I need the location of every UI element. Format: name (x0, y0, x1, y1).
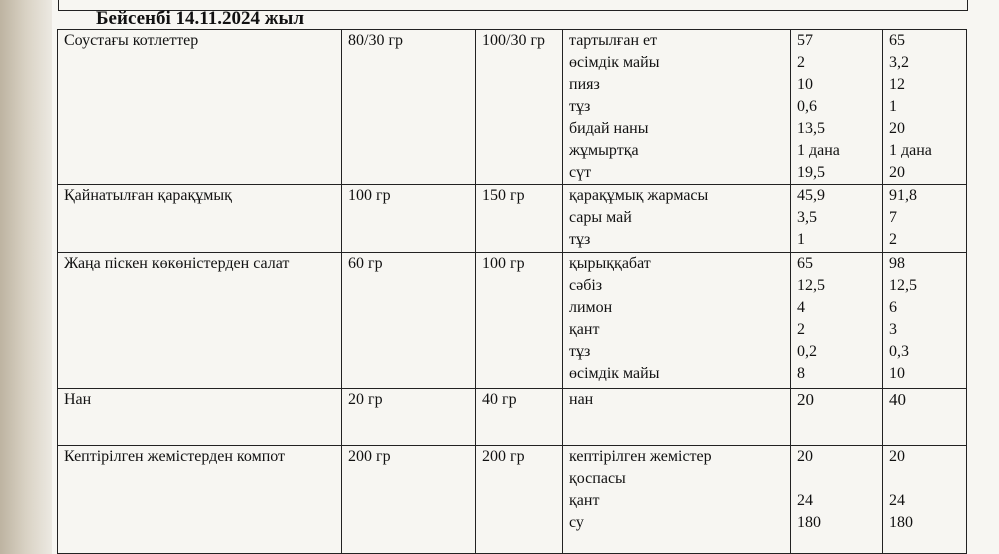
amount-a: 10 (797, 76, 813, 93)
ingredient: тұз (569, 98, 591, 115)
dish-name-cell: Кептірілген жемістерден компот (58, 446, 342, 554)
ingredients-cell (563, 30, 791, 185)
ingredient: лимон (569, 299, 613, 316)
portion-b-cell: 100 гр (476, 253, 563, 389)
amount-a: 1 дана (797, 142, 840, 159)
amount-b-cell (883, 446, 967, 554)
portion-b-cell: 40 гр (476, 389, 563, 446)
ingredient: қант (569, 492, 600, 509)
ingredients-cell (563, 253, 791, 389)
ingredients-cell (563, 446, 791, 554)
amount-b: 1 дана (889, 142, 932, 159)
photo-left-edge (0, 0, 52, 554)
amount-b: 3,2 (889, 54, 909, 71)
portion-a-cell: 200 гр (342, 446, 476, 554)
amount-a-cell (791, 30, 883, 185)
ingredient: кептірілген жемістер (569, 448, 712, 465)
amount-a: 13,5 (797, 120, 825, 137)
amount-b: 6 (889, 299, 897, 316)
amount-a: 20 (797, 448, 813, 465)
ingredient: су (569, 514, 584, 531)
amount-b: 7 (889, 209, 897, 226)
ingredient: қырыққабат (569, 255, 651, 272)
amount-a: 1 (797, 231, 805, 248)
amount-b: 98 (889, 255, 905, 272)
amount-a: 8 (797, 365, 805, 382)
dish-name-cell: Нан (58, 389, 342, 446)
ingredient: нан (569, 391, 594, 408)
amount-b: 1 (889, 98, 897, 115)
amount-b: 20 (889, 120, 905, 137)
amount-b: 20 (889, 448, 905, 465)
amount-a: 45,9 (797, 187, 825, 204)
ingredient: қоспасы (569, 470, 626, 487)
amount-b: 10 (889, 365, 905, 382)
amount-b: 3 (889, 321, 897, 338)
amount-b: 40 (889, 390, 906, 409)
amount-a: 180 (797, 514, 821, 531)
table-row (58, 185, 967, 253)
menu-table (57, 29, 967, 554)
amount-a-cell (791, 185, 883, 253)
amount-a: 2 (797, 54, 805, 71)
amount-b: 12,5 (889, 277, 917, 294)
amount-a: 3,5 (797, 209, 817, 226)
amount-a: 12,5 (797, 277, 825, 294)
portion-a-cell: 100 гр (342, 185, 476, 253)
amount-a: 65 (797, 255, 813, 272)
amount-a-cell (791, 253, 883, 389)
amount-a: 2 (797, 321, 805, 338)
portion-b-cell: 200 гр (476, 446, 563, 554)
ingredient: өсімдік майы (569, 54, 660, 71)
portion-a-cell: 20 гр (342, 389, 476, 446)
amount-a: 19,5 (797, 164, 825, 181)
amount-a: 0,2 (797, 343, 817, 360)
portion-b-cell: 100/30 гр (476, 30, 563, 185)
dish-name-cell: Қайнатылған қарақұмық (58, 185, 342, 253)
amount-a: 20 (797, 390, 814, 409)
ingredients-cell (563, 185, 791, 253)
ingredient: өсімдік майы (569, 365, 660, 382)
amount-b (889, 468, 966, 490)
amount-a-cell (791, 446, 883, 554)
ingredient: қарақұмық жармасы (569, 187, 709, 204)
ingredient: тұз (569, 231, 591, 248)
ingredient: жұмыртқа (569, 142, 639, 159)
ingredient: сүт (569, 164, 592, 181)
amount-b: 65 (889, 32, 905, 49)
amount-b: 91,8 (889, 187, 917, 204)
table-row (58, 253, 967, 389)
amount-b: 180 (889, 514, 913, 531)
amount-b: 2 (889, 231, 897, 248)
ingredient: тұз (569, 343, 591, 360)
amount-b-cell (883, 253, 967, 389)
table-row (58, 389, 967, 446)
ingredient: қант (569, 321, 600, 338)
amount-a (797, 468, 882, 490)
portion-b-cell: 150 гр (476, 185, 563, 253)
amount-b-cell (883, 185, 967, 253)
table-row (58, 446, 967, 554)
table-row (58, 30, 967, 185)
amount-a-cell (791, 389, 883, 446)
ingredient: тартылған ет (569, 32, 658, 49)
portion-a-cell: 80/30 гр (342, 30, 476, 185)
amount-a: 24 (797, 492, 813, 509)
ingredient: сәбіз (569, 277, 603, 294)
portion-a-cell: 60 гр (342, 253, 476, 389)
ingredient: бидай наны (569, 120, 649, 137)
amount-a: 4 (797, 299, 805, 316)
amount-b: 0,3 (889, 343, 909, 360)
amount-b: 20 (889, 164, 905, 181)
dish-name-cell: Соустағы котлеттер (58, 30, 342, 185)
amount-b-cell (883, 30, 967, 185)
amount-b: 12 (889, 76, 905, 93)
amount-b: 24 (889, 492, 905, 509)
amount-a: 57 (797, 32, 813, 49)
ingredient: пияз (569, 76, 600, 93)
page-heading: Бейсенбі 14.11.2024 жыл (96, 8, 304, 29)
amount-b-cell (883, 389, 967, 446)
amount-a: 0,6 (797, 98, 817, 115)
dish-name-cell: Жаңа піскен көкөністерден салат (58, 253, 342, 389)
ingredient: сары май (569, 209, 632, 226)
ingredients-cell (563, 389, 791, 446)
